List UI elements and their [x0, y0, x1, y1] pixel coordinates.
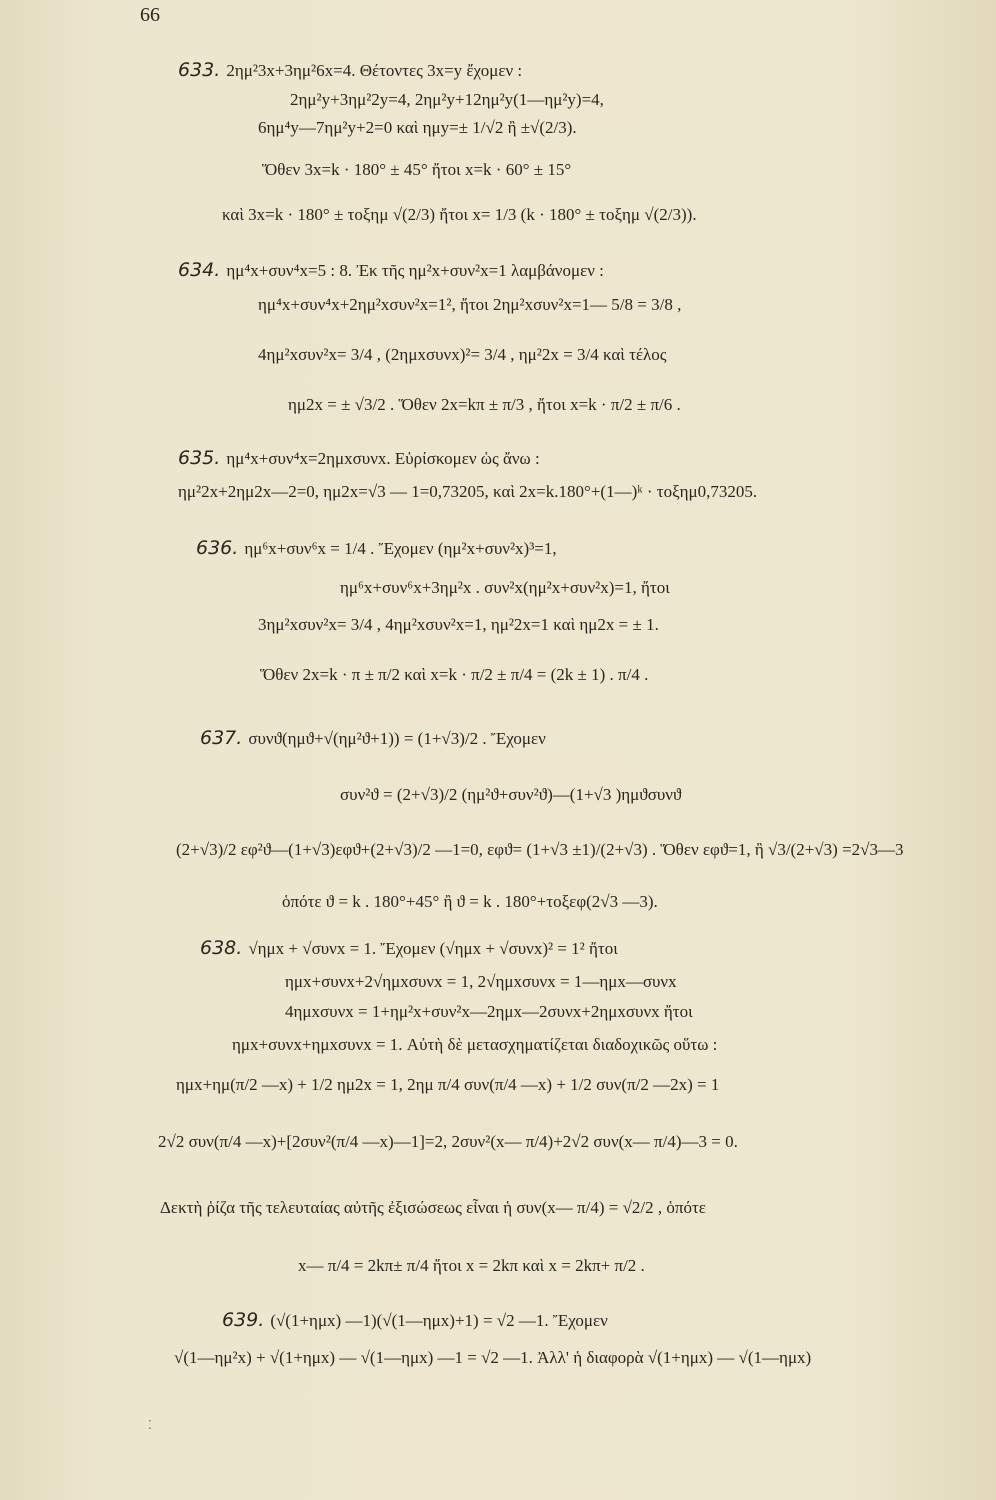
problem-638-line: ημx+ημ(π/2 —x) + 1/2 ημ2x = 1, 2ημ π/4 συν(π/4 —x) + 1/2 συν(π/2 —2x) = 1: [176, 1075, 720, 1094]
problem-638-line: ημx+συνx+2√ημxσυνx = 1, 2√ημxσυνx = 1—ημx—συνx: [285, 972, 677, 991]
problem-633-line: Ὅθεν 3x=k · 180° ± 45° ἤτοι x=k · 60° ± 15°: [262, 160, 572, 179]
problem-635-statement: 635. ημ⁴x+συν⁴x=2ημxσυνx. Εὑρίσκομεν ὡς ἄνω :: [178, 447, 540, 469]
problem-number: 633.: [178, 59, 221, 81]
problem-637-statement: 637. συνϑ(ημϑ+√(ημ²ϑ+1)) = (1+√3)/2 . Ἔχομεν: [200, 727, 546, 749]
problem-639-line: √(1—ημ²x) + √(1+ημx) — √(1—ημx) —1 = √2 —1. Ἀλλ' ἡ διαφορὰ √(1+ημx) — √(1—ημx): [174, 1348, 812, 1367]
problem-number: 636.: [196, 537, 239, 559]
problem-634-statement: 634. ημ⁴x+συν⁴x=5 : 8. Ἐκ τῆς ημ²x+συν²x=1 λαμβάνομεν :: [178, 259, 604, 281]
problem-638-line: 2√2 συν(π/4 —x)+[2συν²(π/4 —x)—1]=2, 2συν²(x— π/4)+2√2 συν(x— π/4)—3 = 0.: [158, 1132, 738, 1151]
problem-638-line: ημx+συνx+ημxσυνx = 1. Αὐτὴ δὲ μετασχηματίζεται διαδοχικῶς οὕτω :: [232, 1035, 718, 1054]
problem-633-line: 6ημ⁴y—7ημ²y+2=0 καὶ ημy=± 1/√2 ἢ ±√(2/3).: [258, 118, 577, 137]
problem-636-line: ημ⁶x+συν⁶x+3ημ²x . συν²x(ημ²x+συν²x)=1, ἤτοι: [340, 578, 670, 597]
margin-mark: ⁚: [148, 1418, 152, 1432]
problem-634-line: ημ⁴x+συν⁴x+2ημ²xσυν²x=1², ἤτοι 2ημ²xσυν²x=1— 5/8 = 3/8 ,: [258, 295, 682, 314]
problem-638-line: Δεκτὴ ῥίζα τῆς τελευταίας αὐτῆς ἐξισώσεως εἶναι ἡ συν(x— π/4) = √2/2 , ὁπότε: [160, 1198, 706, 1217]
problem-633-line: καὶ 3x=k · 180° ± τοξημ √(2/3) ἤτοι x= 1/3 (k · 180° ± τοξημ √(2/3)).: [222, 205, 697, 224]
problem-638-line: x— π/4 = 2kπ± π/4 ἤτοι x = 2kπ καὶ x = 2kπ+ π/2 .: [298, 1256, 645, 1275]
problem-638-statement: 638. √ημx + √συνx = 1. Ἔχομεν (√ημx + √συνx)² = 1² ἤτοι: [200, 937, 618, 959]
problem-number: 639.: [222, 1309, 265, 1331]
problem-633-line: 2ημ²y+3ημ²2y=4, 2ημ²y+12ημ²y(1—ημ²y)=4,: [290, 90, 604, 109]
problem-number: 634.: [178, 259, 221, 281]
problem-636-statement: 636. ημ⁶x+συν⁶x = 1/4 . Ἔχομεν (ημ²x+συν²x)³=1,: [196, 537, 557, 559]
problem-634-line: 4ημ²xσυν²x= 3/4 , (2ημxσυνx)²= 3/4 , ημ²2x = 3/4 καὶ τέλος: [258, 345, 667, 364]
problem-number: 635.: [178, 447, 221, 469]
problem-635-line: ημ²2x+2ημ2x—2=0, ημ2x=√3 — 1=0,73205, καὶ 2x=k.180°+(1—)ᵏ · τοξημ0,73205.: [178, 482, 758, 501]
problem-636-line: Ὅθεν 2x=k · π ± π/2 καὶ x=k · π/2 ± π/4 = (2k ± 1) . π/4 .: [260, 665, 649, 684]
page-number: 66: [140, 4, 160, 26]
problem-634-line: ημ2x = ± √3/2 . Ὅθεν 2x=kπ ± π/3 , ἤτοι x=k · π/2 ± π/6 .: [288, 395, 681, 414]
problem-number: 637.: [200, 727, 243, 749]
problem-637-line: ὁπότε ϑ = k . 180°+45° ἢ ϑ = k . 180°+τοξεφ(2√3 —3).: [282, 892, 658, 911]
problem-637-line: (2+√3)/2 εφ²ϑ—(1+√3)εφϑ+(2+√3)/2 —1=0, εφϑ= (1+√3 ±1)/(2+√3) . Ὅθεν εφϑ=1, ἢ √3/(2+√3) =2√3—3: [176, 840, 904, 859]
problem-638-line: 4ημxσυνx = 1+ημ²x+συν²x—2ημx—2συνx+2ημxσυνx ἤτοι: [285, 1002, 693, 1021]
problem-636-line: 3ημ²xσυν²x= 3/4 , 4ημ²xσυν²x=1, ημ²2x=1 καὶ ημ2x = ± 1.: [258, 615, 659, 634]
problem-number: 638.: [200, 937, 243, 959]
problem-637-line: συν²ϑ = (2+√3)/2 (ημ²ϑ+συν²ϑ)—(1+√3 )ημϑσυνϑ: [340, 785, 682, 804]
problem-633-statement: 633. 2ημ²3x+3ημ²6x=4. Θέτοντες 3x=y ἔχομεν :: [178, 59, 523, 81]
problem-639-statement: 639. (√(1+ημx) —1)(√(1—ημx)+1) = √2 —1. Ἔχομεν: [222, 1309, 608, 1331]
